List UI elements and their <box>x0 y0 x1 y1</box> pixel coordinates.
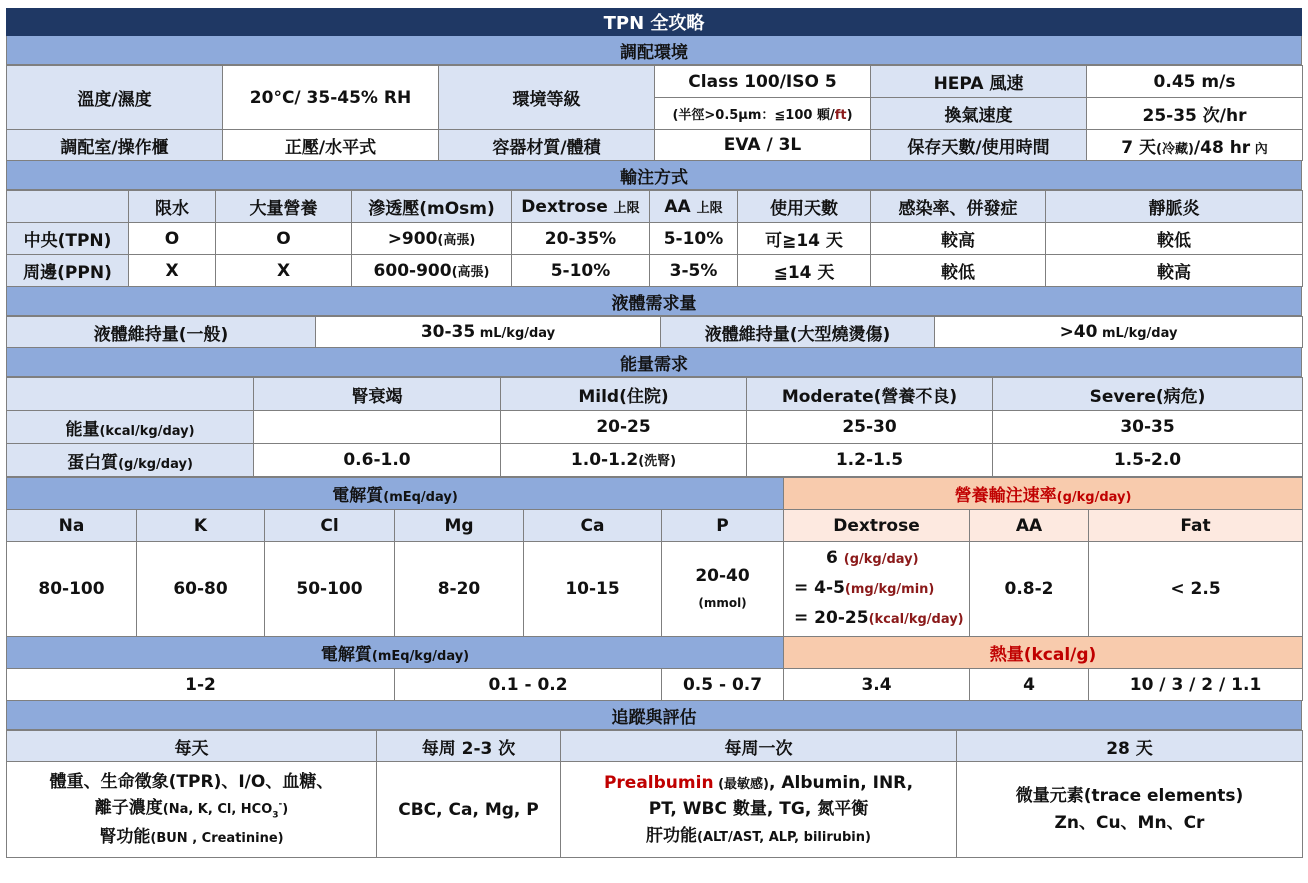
prep-table <box>6 65 1303 161</box>
electrolyte-per-kg-value: 0.5 - 0.7 <box>662 669 784 701</box>
env-label: 環境等級 <box>439 66 655 130</box>
route-header-aa: AA 上限 <box>650 191 738 223</box>
route-cell: 較低 <box>871 255 1046 287</box>
tracking-table <box>6 730 1303 858</box>
route-cell: 20-35% <box>512 223 650 255</box>
protein-cell: 1.0-1.2(洗腎) <box>501 444 747 477</box>
container-value: EVA / 3L <box>655 130 871 161</box>
section-route-header: 輸注方式 <box>6 161 1302 190</box>
fluid-burn-value: >40 mL/kg/day <box>935 317 1303 348</box>
route-header-days: 使用天數 <box>738 191 871 223</box>
calorie-header: 熱量(kcal/g) <box>784 637 1303 669</box>
section-tracking-header: 追蹤與評估 <box>6 701 1302 730</box>
energy-cell <box>254 411 501 444</box>
route-header-infection: 感染率、併發症 <box>871 191 1046 223</box>
infusion-header: 營養輸注速率(g/kg/day) <box>784 478 1303 510</box>
fluid-burn-label: 液體維持量(大型燒燙傷) <box>661 317 935 348</box>
section-energy-header: 能量需求 <box>6 348 1302 377</box>
calorie-value: 4 <box>970 669 1089 701</box>
route-row-label: 中央(TPN) <box>7 223 129 255</box>
storage-value: 7 天(冷藏)/48 hr 內 <box>1087 130 1303 161</box>
env-note: (半徑>0.5μm：≦100 顆/ft) <box>655 98 871 130</box>
room-value: 正壓/水平式 <box>223 130 439 161</box>
electrolyte-value: 80-100 <box>7 542 137 637</box>
energy-table <box>6 377 1303 477</box>
route-cell-osm: 600-900(高張) <box>352 255 512 287</box>
electrolyte-per-kg-header: 電解質(mEq/kg/day) <box>7 637 784 669</box>
aa-rate: 0.8-2 <box>970 542 1089 637</box>
tracking-header-monthly: 28 天 <box>957 731 1303 762</box>
protein-row-label: 蛋白質(g/kg/day) <box>7 444 254 477</box>
energy-row-label: 能量(kcal/kg/day) <box>7 411 254 444</box>
container-label: 容器材質/體積 <box>439 130 655 161</box>
fluid-table <box>6 316 1303 348</box>
electrolyte-per-kg-value: 0.1 - 0.2 <box>395 669 662 701</box>
route-cell: 較高 <box>1046 255 1303 287</box>
tracking-twice: CBC, Ca, Mg, P <box>377 762 561 858</box>
calorie-value: 3.4 <box>784 669 970 701</box>
electrolyte-col-header: Mg <box>395 510 524 542</box>
route-cell: 可≧14 天 <box>738 223 871 255</box>
calorie-value: 10 / 3 / 2 / 1.1 <box>1089 669 1303 701</box>
route-cell: 5-10% <box>650 223 738 255</box>
hepa-label: HEPA 風速 <box>871 66 1087 98</box>
temp-label: 溫度/濕度 <box>7 66 223 130</box>
temp-value: 20°C/ 35-45% RH <box>223 66 439 130</box>
route-header-blank <box>7 191 129 223</box>
electrolyte-col-header: Na <box>7 510 137 542</box>
route-cell: 3-5% <box>650 255 738 287</box>
electrolyte-value: 10-15 <box>524 542 662 637</box>
room-label: 調配室/操作櫃 <box>7 130 223 161</box>
route-row-label: 周邊(PPN) <box>7 255 129 287</box>
electrolyte-per-kg-value: 1-2 <box>7 669 395 701</box>
electrolyte-value: 50-100 <box>265 542 395 637</box>
electrolyte-col-header: K <box>137 510 265 542</box>
route-header-water: 限水 <box>129 191 216 223</box>
route-header-osm: 滲透壓(mOsm) <box>352 191 512 223</box>
electrolyte-value-p: 20-40 (mmol) <box>662 542 784 637</box>
section-prep-header: 調配環境 <box>6 36 1302 65</box>
electrolyte-col-header: P <box>662 510 784 542</box>
protein-cell: 1.5-2.0 <box>993 444 1303 477</box>
hepa-value: 0.45 m/s <box>1087 66 1303 98</box>
energy-header-severe: Severe(病危) <box>993 378 1303 411</box>
route-cell: X <box>216 255 352 287</box>
air-label: 換氣速度 <box>871 98 1087 130</box>
energy-cell: 20-25 <box>501 411 747 444</box>
tpn-sheet <box>6 8 1302 858</box>
route-cell: 較高 <box>871 223 1046 255</box>
electrolyte-infusion-table <box>6 477 1303 701</box>
energy-header-moderate: Moderate(營養不良) <box>747 378 993 411</box>
tracking-monthly: 微量元素(trace elements) Zn、Cu、Mn、Cr <box>957 762 1303 858</box>
electrolyte-col-header: Cl <box>265 510 395 542</box>
energy-cell: 30-35 <box>993 411 1303 444</box>
electrolyte-col-header: Ca <box>524 510 662 542</box>
route-cell: O <box>216 223 352 255</box>
route-header-dextrose: Dextrose 上限 <box>512 191 650 223</box>
route-cell: 較低 <box>1046 223 1303 255</box>
electrolyte-header: 電解質(mEq/day) <box>7 478 784 510</box>
tracking-header-daily: 每天 <box>7 731 377 762</box>
route-header-macro: 大量營養 <box>216 191 352 223</box>
route-cell-osm: >900(高張) <box>352 223 512 255</box>
energy-cell: 25-30 <box>747 411 993 444</box>
env-class: Class 100/ISO 5 <box>655 66 871 98</box>
route-cell: O <box>129 223 216 255</box>
section-fluid-header: 液體需求量 <box>6 287 1302 316</box>
tracking-header-twice: 每周 2-3 次 <box>377 731 561 762</box>
infusion-col-header: Fat <box>1089 510 1303 542</box>
energy-header-mild: Mild(住院) <box>501 378 747 411</box>
route-header-phlebitis: 靜脈炎 <box>1046 191 1303 223</box>
tracking-daily: 體重、生命徵象(TPR)、I/O、血糖、 離子濃度(Na, K, Cl, $HCO_3^-$) 腎功能(BUN , Creatinine) <box>7 762 377 858</box>
electrolyte-value: 8-20 <box>395 542 524 637</box>
tracking-header-weekly: 每周一次 <box>561 731 957 762</box>
route-table <box>6 190 1303 287</box>
electrolyte-value: 60-80 <box>137 542 265 637</box>
route-cell: 5-10% <box>512 255 650 287</box>
infusion-col-header: Dextrose <box>784 510 970 542</box>
energy-header-renal: 腎衰竭 <box>254 378 501 411</box>
storage-label: 保存天數/使用時間 <box>871 130 1087 161</box>
route-cell: X <box>129 255 216 287</box>
fat-rate: < 2.5 <box>1089 542 1303 637</box>
energy-header-blank <box>7 378 254 411</box>
protein-cell: 1.2-1.5 <box>747 444 993 477</box>
fluid-general-value: 30-35 mL/kg/day <box>316 317 661 348</box>
page-title: TPN 全攻略 <box>6 8 1302 36</box>
tracking-weekly: Prealbumin (最敏感), Albumin, INR, PT, WBC 數量, TG, 氮平衡 肝功能(ALT/AST, ALP, bilirubin) <box>561 762 957 858</box>
air-value: 25-35 次/hr <box>1087 98 1303 130</box>
infusion-col-header: AA <box>970 510 1089 542</box>
protein-cell: 0.6-1.0 <box>254 444 501 477</box>
fluid-general-label: 液體維持量(一般) <box>7 317 316 348</box>
route-cell: ≦14 天 <box>738 255 871 287</box>
dextrose-rate: 6 (g/kg/day) = 4-5(mg/kg/min) = 20-25(kcal/kg/day) <box>784 542 970 637</box>
